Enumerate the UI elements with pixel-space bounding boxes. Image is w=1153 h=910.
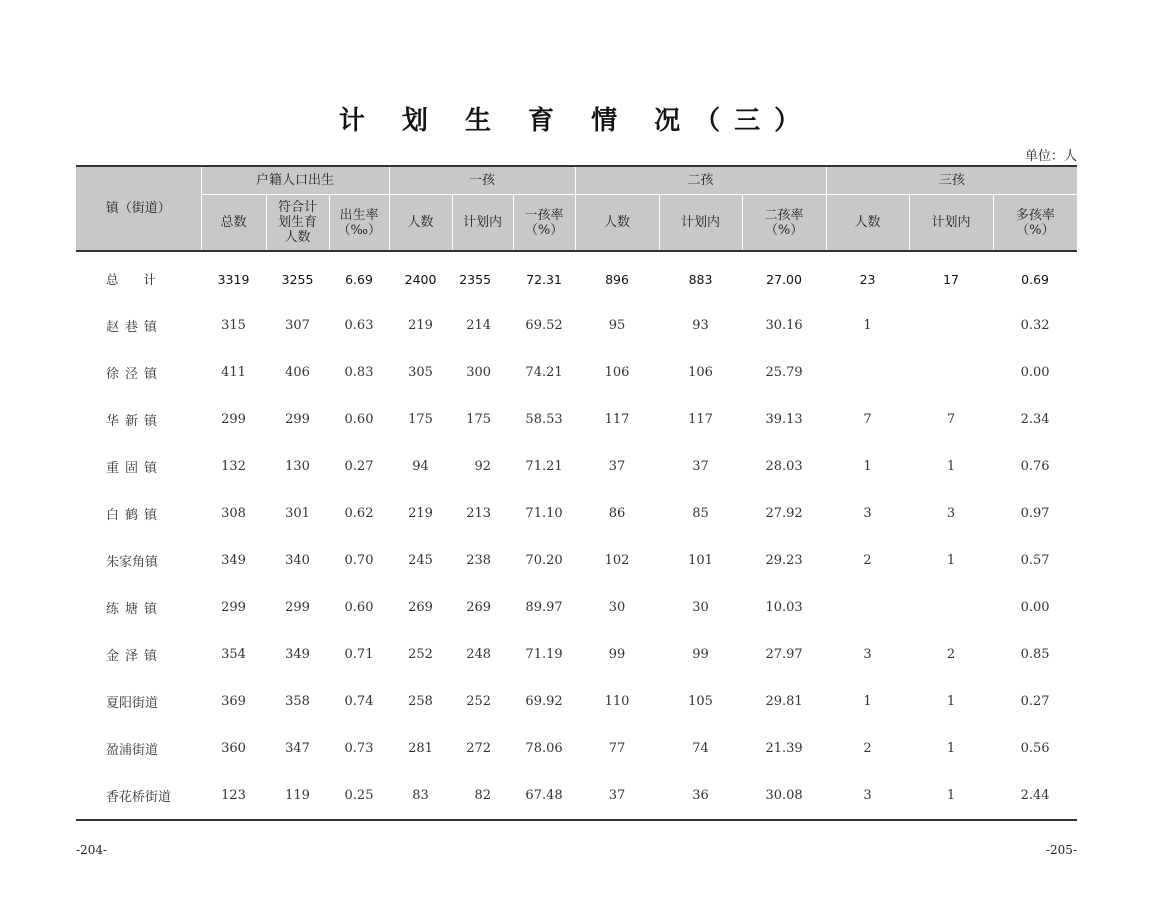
cell-count-2: 110 <box>604 694 630 709</box>
cell-count-2: 896 <box>605 271 629 287</box>
cell-rate-3: 0.76 <box>1020 459 1050 474</box>
cell-total: 299 <box>221 600 246 615</box>
cell-rate-1: 72.31 <box>526 271 562 287</box>
header-count-3: 人数 <box>826 195 909 252</box>
cell-count-3 <box>826 584 909 631</box>
cell-birth-rate: 0.71 <box>344 647 374 662</box>
cell-planned-births: 340 <box>285 553 310 568</box>
cell-total: 369 <box>221 694 246 709</box>
cell-rate-3: 2.44 <box>993 772 1077 820</box>
cell-plan-3: 1 <box>946 741 956 756</box>
cell-plan-1: 252 <box>466 694 492 709</box>
table-row <box>76 302 1077 349</box>
cell-planned-births: 307 <box>285 318 310 333</box>
cell-plan-3: 2 <box>946 647 956 662</box>
cell-birth-rate: 0.60 <box>344 412 374 427</box>
cell-town-name: 华新镇 <box>106 414 164 429</box>
cell-total: 315 <box>221 318 246 333</box>
cell-town-name: 徐泾镇 <box>106 367 164 382</box>
cell-rate-3: 0.85 <box>1020 647 1050 662</box>
cell-planned-births: 358 <box>285 694 310 709</box>
family-planning-table <box>76 165 1077 821</box>
cell-total: 299 <box>221 412 246 427</box>
header-plan-3: 计划内 <box>909 195 993 252</box>
cell-plan-2: 93 <box>692 318 709 333</box>
cell-plan-3 <box>909 302 993 349</box>
header-plan-2: 计划内 <box>659 195 742 252</box>
cell-birth-rate: 6.69 <box>345 271 373 287</box>
cell-count-2: 117 <box>604 412 630 427</box>
cell-plan-2: 30 <box>692 600 709 615</box>
header-rate-1: 一孩率（%） <box>513 195 575 252</box>
cell-count-2: 106 <box>604 365 630 380</box>
cell-town-name: 赵巷镇 <box>106 320 164 335</box>
cell-planned-births: 347 <box>285 741 310 756</box>
cell-plan-2: 99 <box>692 647 709 662</box>
cell-total: 3319 <box>217 271 250 287</box>
cell-rate-2: 29.81 <box>765 694 803 709</box>
cell-count-1: 175 <box>408 412 433 427</box>
cell-count-3: 3 <box>863 647 872 662</box>
cell-rate-1: 71.10 <box>525 506 563 521</box>
cell-planned-births: 406 <box>285 365 310 380</box>
cell-rate-2: 25.79 <box>765 365 803 380</box>
cell-plan-3: 1 <box>946 553 956 568</box>
cell-town-name: 夏阳街道 <box>106 696 159 711</box>
cell-plan-2: 36 <box>659 772 742 820</box>
cell-rate-1: 58.53 <box>525 412 563 427</box>
cell-rate-3: 0.27 <box>1020 694 1050 709</box>
cell-count-1: 219 <box>408 506 433 521</box>
cell-plan-3 <box>909 584 993 631</box>
cell-count-1: 2400 <box>404 271 437 287</box>
cell-total: 349 <box>221 553 246 568</box>
cell-total: 411 <box>221 365 246 380</box>
cell-rate-2: 27.97 <box>765 647 803 662</box>
cell-birth-rate: 0.83 <box>344 365 374 380</box>
cell-count-1: 305 <box>408 365 433 380</box>
cell-rate-1: 71.19 <box>525 647 563 662</box>
cell-planned-births: 3255 <box>281 271 314 287</box>
table-row <box>76 725 1077 772</box>
header-group-third: 三孩 <box>826 166 1077 195</box>
header-rate-2: 二孩率（%） <box>742 195 826 252</box>
cell-birth-rate: 0.27 <box>344 459 374 474</box>
cell-total: 132 <box>221 459 246 474</box>
cell-plan-3: 1 <box>946 459 956 474</box>
cell-plan-2: 85 <box>692 506 709 521</box>
cell-plan-2: 883 <box>688 271 713 287</box>
cell-plan-1: 272 <box>466 741 492 756</box>
header-count-2: 人数 <box>575 195 659 252</box>
cell-count-3: 3 <box>863 506 872 521</box>
cell-rate-2: 10.03 <box>765 600 803 615</box>
table-row <box>76 490 1077 537</box>
cell-count-2: 86 <box>608 506 626 521</box>
cell-rate-1: 70.20 <box>525 553 563 568</box>
table-row <box>76 584 1077 631</box>
header-group-second: 二孩 <box>575 166 826 195</box>
header-birth-rate: 出生率（‰） <box>329 195 389 252</box>
cell-rate-2: 29.23 <box>765 553 803 568</box>
cell-plan-3: 1 <box>909 772 993 820</box>
cell-plan-1: 213 <box>466 506 492 521</box>
cell-plan-2: 106 <box>688 365 713 380</box>
cell-plan-1: 82 <box>452 772 513 820</box>
cell-town-name: 总 计 <box>106 272 157 287</box>
header-plan-1: 计划内 <box>452 195 513 252</box>
cell-birth-rate: 0.74 <box>344 694 374 709</box>
table-row <box>76 251 1077 302</box>
cell-plan-3 <box>909 349 993 396</box>
cell-plan-3: 7 <box>946 412 956 427</box>
table-row <box>76 396 1077 443</box>
cell-rate-2: 39.13 <box>765 412 803 427</box>
cell-plan-1: 248 <box>466 647 492 662</box>
cell-count-3: 7 <box>863 412 872 427</box>
cell-rate-1: 69.92 <box>525 694 563 709</box>
cell-count-3: 2 <box>863 741 872 756</box>
cell-count-1: 219 <box>408 318 433 333</box>
cell-rate-1: 74.21 <box>525 365 563 380</box>
cell-count-3: 1 <box>863 318 872 333</box>
cell-plan-2: 74 <box>692 741 709 756</box>
cell-planned-births: 299 <box>285 600 310 615</box>
cell-plan-3: 17 <box>943 271 960 287</box>
cell-count-1: 94 <box>412 459 429 474</box>
cell-count-1: 252 <box>408 647 433 662</box>
cell-count-3: 23 <box>859 271 876 287</box>
cell-town-name: 盈浦街道 <box>106 743 159 758</box>
cell-planned-births: 130 <box>285 459 310 474</box>
cell-planned-births: 301 <box>285 506 310 521</box>
cell-count-2: 95 <box>608 318 626 333</box>
cell-town-name: 香花桥街道 <box>76 772 201 820</box>
cell-town-name: 重固镇 <box>106 461 164 476</box>
cell-plan-1: 214 <box>466 318 492 333</box>
cell-total: 360 <box>221 741 246 756</box>
cell-plan-1: 92 <box>474 459 492 474</box>
cell-birth-rate: 0.73 <box>344 741 374 756</box>
cell-count-1: 83 <box>389 772 452 820</box>
cell-plan-3: 1 <box>946 694 956 709</box>
cell-total: 308 <box>221 506 246 521</box>
cell-count-2: 37 <box>575 772 659 820</box>
cell-town-name: 朱家角镇 <box>106 555 159 570</box>
cell-count-2: 77 <box>608 741 626 756</box>
cell-count-3 <box>826 349 909 396</box>
cell-plan-1: 269 <box>466 600 492 615</box>
cell-rate-3: 0.00 <box>1020 365 1050 380</box>
cell-birth-rate: 0.25 <box>329 772 389 820</box>
table-row <box>76 772 1077 820</box>
cell-rate-3: 0.32 <box>1020 318 1050 333</box>
table-row <box>76 631 1077 678</box>
cell-plan-2: 117 <box>688 412 713 427</box>
cell-town-name: 练塘镇 <box>106 602 164 617</box>
cell-rate-2: 30.08 <box>742 772 826 820</box>
header-group-first: 一孩 <box>389 166 575 195</box>
cell-count-1: 269 <box>408 600 433 615</box>
header-total: 总数 <box>201 195 266 252</box>
table-row <box>76 349 1077 396</box>
cell-rate-3: 0.57 <box>1020 553 1050 568</box>
cell-count-3: 1 <box>863 459 872 474</box>
cell-rate-2: 21.39 <box>765 741 803 756</box>
header-planned-births: 符合计划生育人数 <box>266 195 329 252</box>
cell-town-name: 白鹤镇 <box>106 508 164 523</box>
cell-count-3: 2 <box>863 553 872 568</box>
header-count-1: 人数 <box>389 195 452 252</box>
cell-plan-2: 105 <box>688 694 713 709</box>
unit-label: 单位：人 <box>1024 149 1077 164</box>
cell-plan-2: 101 <box>688 553 713 568</box>
page-number-right: -205- <box>1045 843 1077 857</box>
header-rate-3: 多孩率（%） <box>993 195 1077 252</box>
cell-count-2: 37 <box>608 459 626 474</box>
cell-plan-1: 238 <box>466 553 492 568</box>
table-row <box>76 443 1077 490</box>
cell-planned-births: 349 <box>285 647 310 662</box>
cell-count-2: 30 <box>608 600 626 615</box>
cell-rate-3: 0.56 <box>1020 741 1050 756</box>
cell-rate-1: 69.52 <box>525 318 563 333</box>
cell-count-3: 3 <box>826 772 909 820</box>
cell-count-1: 245 <box>408 553 433 568</box>
cell-rate-2: 28.03 <box>765 459 803 474</box>
page-title: 计 划 生 育 情 况（三） <box>338 106 815 136</box>
cell-count-1: 258 <box>408 694 433 709</box>
cell-birth-rate: 0.63 <box>344 318 374 333</box>
cell-rate-3: 0.97 <box>1020 506 1050 521</box>
cell-plan-1: 300 <box>466 365 492 380</box>
cell-plan-2: 37 <box>692 459 709 474</box>
cell-rate-1: 89.97 <box>525 600 563 615</box>
cell-birth-rate: 0.60 <box>344 600 374 615</box>
cell-count-3: 1 <box>863 694 872 709</box>
cell-rate-2: 30.16 <box>765 318 803 333</box>
table-row <box>76 537 1077 584</box>
header-town: 镇（街道） <box>76 166 201 251</box>
cell-planned-births: 299 <box>285 412 310 427</box>
cell-rate-1: 67.48 <box>513 772 575 820</box>
cell-rate-2: 27.92 <box>765 506 803 521</box>
cell-plan-1: 2355 <box>459 271 492 287</box>
cell-rate-3: 0.69 <box>1021 271 1049 287</box>
cell-count-1: 281 <box>408 741 433 756</box>
cell-planned-births: 119 <box>266 772 329 820</box>
cell-rate-1: 71.21 <box>525 459 563 474</box>
header-group-birth: 户籍人口出生 <box>201 166 389 195</box>
table-body <box>76 251 1077 820</box>
cell-plan-1: 175 <box>466 412 492 427</box>
cell-birth-rate: 0.62 <box>344 506 374 521</box>
cell-rate-3: 2.34 <box>1020 412 1050 427</box>
cell-total: 354 <box>221 647 246 662</box>
page-number-left: -204- <box>76 843 108 857</box>
cell-rate-3: 0.00 <box>1020 600 1050 615</box>
cell-total: 123 <box>201 772 266 820</box>
cell-count-2: 99 <box>608 647 626 662</box>
cell-count-2: 102 <box>604 553 630 568</box>
cell-rate-2: 27.00 <box>766 271 802 287</box>
cell-town-name: 金泽镇 <box>106 649 164 664</box>
cell-birth-rate: 0.70 <box>344 553 374 568</box>
cell-rate-1: 78.06 <box>525 741 563 756</box>
cell-plan-3: 3 <box>946 506 956 521</box>
table-row <box>76 678 1077 725</box>
